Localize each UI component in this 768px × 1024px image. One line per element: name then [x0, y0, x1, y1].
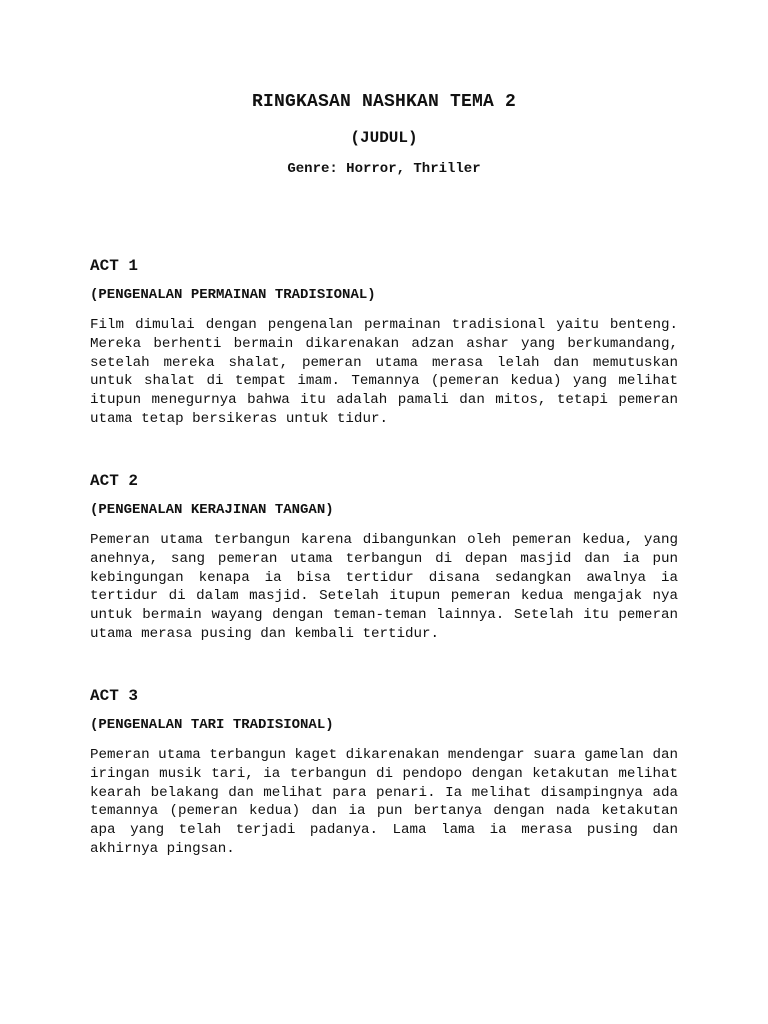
act-body-text: Pemeran utama terbangun kaget dikarenakan mendengar suara gamelan dan iringan musik tari, ia terbangun di pendopo dengan ketakutan melihat kearah belakang dan melihat para penari. Ia melihat disampingnya ada temannya (pemeran kedua) dan ia pun bertanya dengan nada ketakutan apa yang telah terjadi padanya. Lama lama ia merasa pusing dan akhirnya pingsan.: [90, 747, 678, 857]
act-subheading: (PENGENALAN TARI TRADISIONAL): [90, 717, 334, 733]
genre-line: Genre: Horror, Thriller: [287, 161, 481, 177]
act-section-2: [90, 471, 678, 644]
act-subheading: (PENGENALAN PERMAINAN TRADISIONAL): [90, 287, 376, 303]
act-section-3: [90, 686, 678, 859]
act-body-text: Film dimulai dengan pengenalan permainan tradisional yaitu benteng. Mereka berhenti bermain dikarenakan adzan ashar yang berkumandang, setelah mereka shalat, pemeran utama merasa lelah dan memutuskan untuk shalat di tempat imam. Temannya (pemeran kedua) yang melihat itupun menegurnya bahwa itu adalah pamali dan mitos, tetapi pemeran utama tetap bersikeras untuk tidur.: [90, 317, 678, 427]
act-heading: ACT 1: [90, 257, 139, 275]
act-subheading: (PENGENALAN KERAJINAN TANGAN): [90, 502, 334, 518]
document-subtitle: (JUDUL): [350, 129, 418, 147]
act-heading: ACT 2: [90, 472, 139, 490]
act-section-1: [90, 256, 678, 429]
act-heading: ACT 3: [90, 687, 139, 705]
document-title: RINGKASAN NASHKAN TEMA 2: [251, 92, 517, 112]
act-body-text: Pemeran utama terbangun karena dibangunkan oleh pemeran kedua, yang anehnya, sang pemeran utama terbangun di depan masjid dan ia pun kebingungan kenapa ia bisa tertidur disana sedangkan awalnya ia tertidur di dalam masjid. Setelah itupun pemeran kedua mengajak nya untuk bermain wayang dengan teman-teman lainnya. Setelah itu pemeran utama merasa pusing dan kembali tertidur.: [90, 532, 678, 642]
